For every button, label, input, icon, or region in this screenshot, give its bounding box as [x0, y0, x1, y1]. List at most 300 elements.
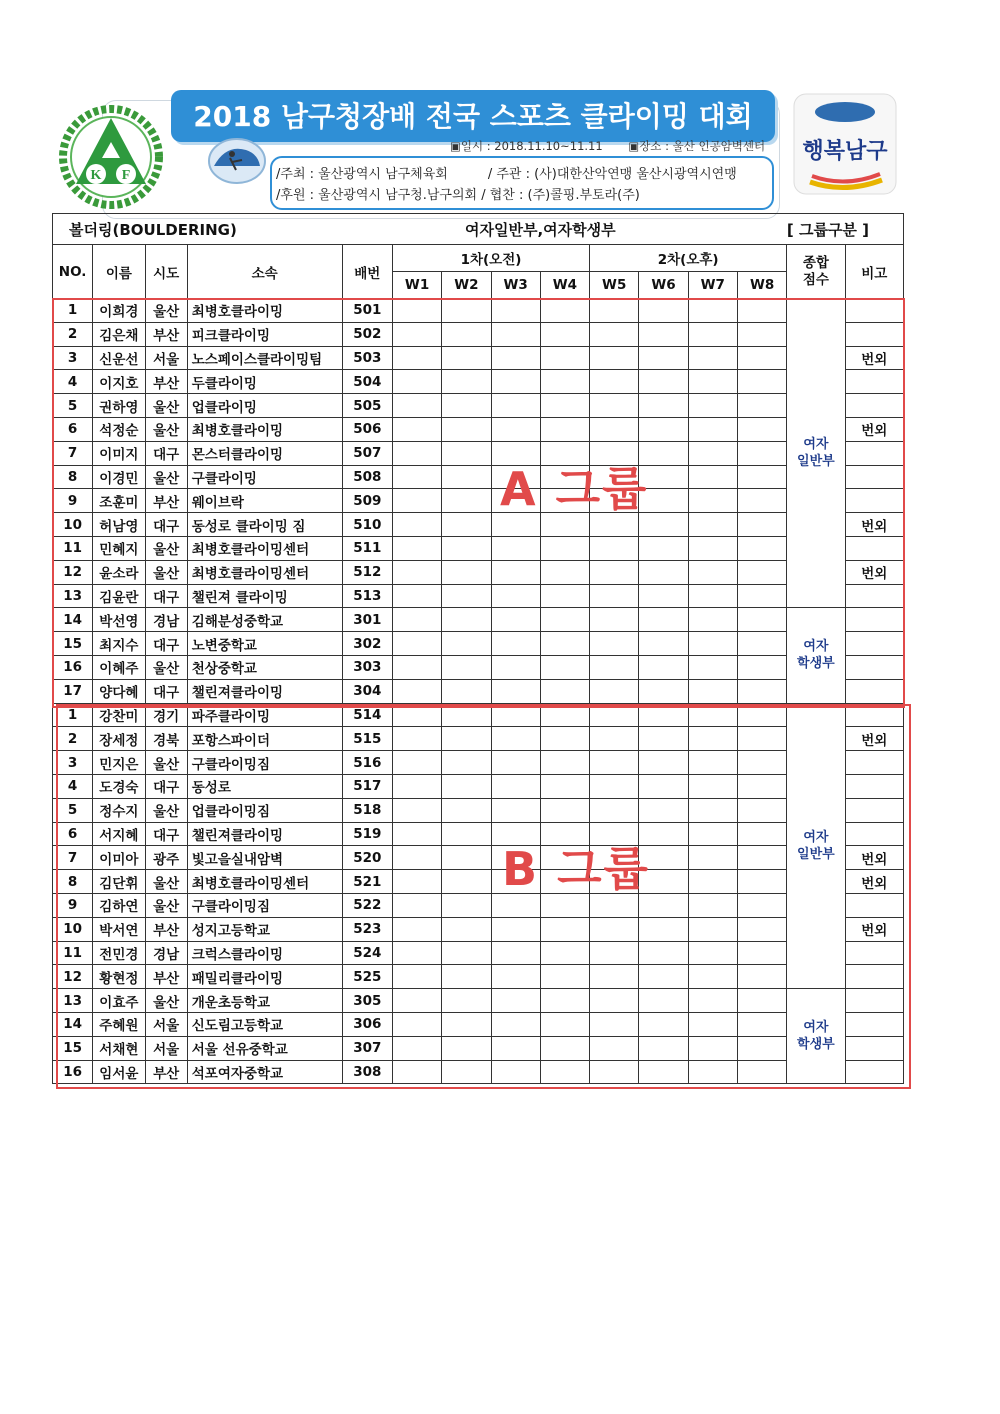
sponsor-text: /후원 : 울산광역시 남구청.남구의회 / 협찬 : (주)콜핑.부토라(주) [276, 188, 640, 203]
score-cell [491, 584, 540, 608]
row-name: 민지은 [93, 751, 145, 775]
score-cell [737, 632, 786, 656]
row-city: 울산 [145, 751, 187, 775]
table-row [53, 774, 904, 798]
row-bib: 508 [342, 465, 392, 489]
score-cell [688, 346, 737, 370]
row-city: 경북 [145, 727, 187, 751]
row-no: 8 [53, 465, 93, 489]
row-bib: 519 [342, 822, 392, 846]
score-cell [737, 822, 786, 846]
group-caption: [ 그룹구분 ] [688, 214, 903, 245]
score-cell [392, 822, 441, 846]
row-club: 빛고을실내암벽 [187, 846, 342, 870]
row-remark: 번외 [845, 346, 903, 370]
row-club: 신도림고등학교 [187, 1012, 342, 1036]
category-student: 여자 학생부 [787, 989, 845, 1084]
score-cell [688, 513, 737, 537]
col-total: 종합 점수 [787, 245, 845, 299]
score-cell [491, 370, 540, 394]
row-no: 4 [53, 774, 93, 798]
row-name: 김하연 [93, 893, 145, 917]
row-bib: 512 [342, 560, 392, 584]
row-bib: 307 [342, 1036, 392, 1060]
row-club: 웨이브락 [187, 489, 342, 513]
score-cell [590, 560, 639, 584]
organizer-text: / 주관 : (사)대한산악연맹 울산시광역시연맹 [487, 167, 737, 182]
score-cell [590, 965, 639, 989]
row-bib: 521 [342, 870, 392, 894]
row-remark [845, 989, 903, 1013]
score-cell [442, 798, 491, 822]
score-cell [392, 560, 441, 584]
score-cell [491, 346, 540, 370]
score-cell [639, 322, 688, 346]
table-row [53, 394, 904, 418]
row-club: 크럭스클라이밍 [187, 941, 342, 965]
row-name: 이미지 [93, 441, 145, 465]
table-row [53, 1036, 904, 1060]
score-cell [392, 322, 441, 346]
event-venue: ▣장소 : 울산 인공암벽센터 [628, 139, 766, 153]
score-cell [688, 1060, 737, 1084]
score-cell [442, 965, 491, 989]
score-cell [540, 632, 589, 656]
row-no: 15 [53, 1036, 93, 1060]
row-city: 경기 [145, 703, 187, 727]
row-bib: 516 [342, 751, 392, 775]
score-cell [688, 370, 737, 394]
row-remark: 번외 [845, 870, 903, 894]
score-cell [442, 822, 491, 846]
score-cell [639, 1036, 688, 1060]
row-club: 업클라이밍 [187, 394, 342, 418]
col-wall: W3 [491, 272, 540, 299]
score-cell [737, 299, 786, 323]
row-club: 패밀리클라이밍 [187, 965, 342, 989]
score-cell [688, 465, 737, 489]
score-cell [639, 346, 688, 370]
score-cell [540, 1036, 589, 1060]
row-club: 구클라이밍짐 [187, 893, 342, 917]
score-cell [737, 608, 786, 632]
col-round2: 2차(오후) [590, 245, 787, 272]
score-cell [590, 798, 639, 822]
score-cell [540, 322, 589, 346]
row-remark [845, 322, 903, 346]
score-cell [491, 751, 540, 775]
table-row [53, 1012, 904, 1036]
score-cell [442, 322, 491, 346]
score-cell [392, 513, 441, 537]
row-remark [845, 703, 903, 727]
score-cell [392, 346, 441, 370]
score-cell [639, 679, 688, 703]
score-cell [737, 370, 786, 394]
score-cell [639, 584, 688, 608]
score-cell [688, 679, 737, 703]
row-city: 서울 [145, 1012, 187, 1036]
row-club: 업클라이밍짐 [187, 798, 342, 822]
row-remark [845, 655, 903, 679]
score-cell [491, 941, 540, 965]
row-name: 이지호 [93, 370, 145, 394]
score-cell [688, 846, 737, 870]
row-city: 부산 [145, 489, 187, 513]
score-cell [688, 1012, 737, 1036]
score-cell [540, 798, 589, 822]
row-city: 울산 [145, 655, 187, 679]
score-cell [737, 965, 786, 989]
row-club: 노변중학교 [187, 632, 342, 656]
row-no: 16 [53, 655, 93, 679]
row-no: 8 [53, 870, 93, 894]
score-cell [688, 822, 737, 846]
score-cell [737, 655, 786, 679]
row-bib: 501 [342, 299, 392, 323]
info-box [270, 156, 774, 210]
row-club: 포항스파이더 [187, 727, 342, 751]
row-no: 5 [53, 798, 93, 822]
col-round1: 1차(오전) [392, 245, 589, 272]
score-cell [392, 798, 441, 822]
table-row [53, 608, 904, 632]
table-body [53, 299, 904, 1084]
row-club: 두클라이밍 [187, 370, 342, 394]
score-cell [392, 489, 441, 513]
score-cell [590, 299, 639, 323]
score-cell [392, 370, 441, 394]
row-no: 7 [53, 441, 93, 465]
score-cell [639, 560, 688, 584]
score-cell [639, 299, 688, 323]
score-cell [688, 394, 737, 418]
score-cell [491, 632, 540, 656]
row-remark [845, 489, 903, 513]
row-city: 부산 [145, 322, 187, 346]
row-name: 이희경 [93, 299, 145, 323]
table-row [53, 917, 904, 941]
score-cell [688, 536, 737, 560]
row-bib: 303 [342, 655, 392, 679]
score-cell [392, 417, 441, 441]
score-cell [392, 441, 441, 465]
score-cell [688, 1036, 737, 1060]
table-row [53, 322, 904, 346]
row-name: 박서연 [93, 917, 145, 941]
score-cell [737, 774, 786, 798]
row-remark [845, 632, 903, 656]
score-cell [737, 465, 786, 489]
score-cell [392, 774, 441, 798]
row-city: 대구 [145, 632, 187, 656]
row-city: 부산 [145, 370, 187, 394]
table-row [53, 465, 904, 489]
score-cell [590, 941, 639, 965]
score-cell [392, 989, 441, 1013]
score-cell [737, 417, 786, 441]
score-cell [442, 727, 491, 751]
row-city: 울산 [145, 893, 187, 917]
score-cell [639, 1012, 688, 1036]
row-club: 김해분성중학교 [187, 608, 342, 632]
row-bib: 520 [342, 846, 392, 870]
row-club: 구클라이밍 [187, 465, 342, 489]
score-cell [737, 536, 786, 560]
row-remark [845, 465, 903, 489]
score-cell [442, 703, 491, 727]
score-cell [392, 536, 441, 560]
row-city: 대구 [145, 441, 187, 465]
row-no: 4 [53, 370, 93, 394]
score-cell [639, 965, 688, 989]
table-row [53, 655, 904, 679]
score-cell [392, 893, 441, 917]
row-name: 김은채 [93, 322, 145, 346]
score-cell [442, 917, 491, 941]
row-name: 장세정 [93, 727, 145, 751]
row-city: 울산 [145, 560, 187, 584]
score-cell [491, 299, 540, 323]
score-cell [540, 679, 589, 703]
kf-logo [58, 104, 164, 210]
row-name: 신운선 [93, 346, 145, 370]
score-cell [491, 774, 540, 798]
score-cell [688, 917, 737, 941]
row-club: 동성로 [187, 774, 342, 798]
score-cell [737, 679, 786, 703]
score-cell [737, 941, 786, 965]
score-cell [590, 917, 639, 941]
score-cell [392, 965, 441, 989]
row-bib: 517 [342, 774, 392, 798]
row-name: 허남영 [93, 513, 145, 537]
score-cell [392, 941, 441, 965]
score-cell [442, 1012, 491, 1036]
row-club: 최병호클라이밍센터 [187, 870, 342, 894]
row-bib: 507 [342, 441, 392, 465]
row-name: 김윤란 [93, 584, 145, 608]
col-wall: W6 [639, 272, 688, 299]
score-cell [392, 917, 441, 941]
score-cell [392, 608, 441, 632]
score-cell [442, 536, 491, 560]
row-remark [845, 441, 903, 465]
row-remark [845, 1012, 903, 1036]
row-remark: 번외 [845, 846, 903, 870]
score-cell [688, 798, 737, 822]
score-cell [590, 346, 639, 370]
score-cell [491, 1060, 540, 1084]
col-club: 소속 [187, 245, 342, 299]
event-date: ▣일시 : 2018.11.10~11.11 [450, 139, 603, 153]
table-row [53, 822, 904, 846]
score-cell [688, 751, 737, 775]
score-cell [442, 632, 491, 656]
row-club: 최병호클라이밍 [187, 417, 342, 441]
row-city: 울산 [145, 394, 187, 418]
score-cell [491, 727, 540, 751]
score-cell [590, 655, 639, 679]
row-city: 대구 [145, 822, 187, 846]
row-remark [845, 941, 903, 965]
row-bib: 510 [342, 513, 392, 537]
row-city: 울산 [145, 870, 187, 894]
table-row [53, 489, 904, 513]
bouldering-table-wrapper [52, 213, 904, 1084]
row-no: 11 [53, 941, 93, 965]
score-cell [688, 608, 737, 632]
score-cell [442, 846, 491, 870]
table-row [53, 893, 904, 917]
score-cell [737, 989, 786, 1013]
score-cell [737, 394, 786, 418]
score-cell [540, 751, 589, 775]
col-name: 이름 [93, 245, 145, 299]
score-cell [639, 751, 688, 775]
row-name: 이미아 [93, 846, 145, 870]
row-remark [845, 893, 903, 917]
row-bib: 518 [342, 798, 392, 822]
score-cell [491, 798, 540, 822]
col-bib: 배번 [342, 245, 392, 299]
row-club: 구클라이밍짐 [187, 751, 342, 775]
score-cell [737, 751, 786, 775]
score-cell [392, 1012, 441, 1036]
row-club: 챌린져클라이밍 [187, 679, 342, 703]
score-cell [540, 394, 589, 418]
table-row [53, 751, 904, 775]
row-club: 피크클라이밍 [187, 322, 342, 346]
score-cell [540, 917, 589, 941]
row-name: 이경민 [93, 465, 145, 489]
score-cell [392, 870, 441, 894]
row-club: 천상중학교 [187, 655, 342, 679]
row-city: 울산 [145, 989, 187, 1013]
row-bib: 511 [342, 536, 392, 560]
row-bib: 525 [342, 965, 392, 989]
row-no: 11 [53, 536, 93, 560]
table-row [53, 1060, 904, 1084]
score-cell [590, 751, 639, 775]
row-bib: 513 [342, 584, 392, 608]
row-no: 12 [53, 965, 93, 989]
score-cell [639, 1060, 688, 1084]
score-cell [737, 322, 786, 346]
score-cell [491, 1012, 540, 1036]
score-cell [392, 679, 441, 703]
row-club: 서울 선유중학교 [187, 1036, 342, 1060]
score-cell [540, 417, 589, 441]
col-no: NO. [53, 245, 93, 299]
row-city: 경남 [145, 941, 187, 965]
score-cell [590, 322, 639, 346]
score-cell [639, 989, 688, 1013]
score-cell [491, 560, 540, 584]
score-cell [442, 465, 491, 489]
score-cell [442, 299, 491, 323]
row-club: 성지고등학교 [187, 917, 342, 941]
row-club: 개운초등학교 [187, 989, 342, 1013]
row-remark [845, 751, 903, 775]
row-no: 9 [53, 893, 93, 917]
row-bib: 514 [342, 703, 392, 727]
score-cell [590, 774, 639, 798]
row-city: 대구 [145, 584, 187, 608]
row-name: 도경숙 [93, 774, 145, 798]
table-row [53, 679, 904, 703]
score-cell [688, 727, 737, 751]
score-cell [590, 536, 639, 560]
score-cell [392, 655, 441, 679]
row-name: 황현정 [93, 965, 145, 989]
score-cell [737, 441, 786, 465]
score-cell [491, 417, 540, 441]
table-row [53, 703, 904, 727]
row-bib: 509 [342, 489, 392, 513]
row-remark [845, 679, 903, 703]
row-remark [845, 1036, 903, 1060]
row-bib: 305 [342, 989, 392, 1013]
table-title-row [53, 214, 904, 245]
row-name: 서지혜 [93, 822, 145, 846]
score-cell [540, 536, 589, 560]
row-bib: 502 [342, 322, 392, 346]
row-club: 몬스터클라이밍 [187, 441, 342, 465]
row-no: 17 [53, 679, 93, 703]
score-cell [737, 346, 786, 370]
score-cell [688, 560, 737, 584]
row-name: 김단휘 [93, 870, 145, 894]
haengbok-namgu-logo [790, 90, 900, 198]
score-cell [737, 513, 786, 537]
table-row [53, 584, 904, 608]
row-city: 울산 [145, 417, 187, 441]
score-cell [737, 560, 786, 584]
score-cell [491, 655, 540, 679]
row-name: 전민경 [93, 941, 145, 965]
category-general: 여자 일반부 [787, 299, 845, 608]
row-no: 13 [53, 584, 93, 608]
row-name: 주혜원 [93, 1012, 145, 1036]
score-cell [442, 560, 491, 584]
event-name: 볼더링(BOULDERING) [53, 214, 393, 245]
score-cell [590, 632, 639, 656]
row-no: 13 [53, 989, 93, 1013]
svg-text:K: K [90, 168, 102, 183]
table-row [53, 632, 904, 656]
score-cell [442, 441, 491, 465]
col-wall: W1 [392, 272, 441, 299]
score-cell [590, 417, 639, 441]
row-bib: 522 [342, 893, 392, 917]
col-city: 시도 [145, 245, 187, 299]
col-wall: W4 [540, 272, 589, 299]
score-cell [392, 751, 441, 775]
score-cell [737, 489, 786, 513]
row-city: 울산 [145, 299, 187, 323]
row-bib: 515 [342, 727, 392, 751]
row-city: 울산 [145, 536, 187, 560]
row-name: 서채현 [93, 1036, 145, 1060]
score-cell [590, 1036, 639, 1060]
row-bib: 504 [342, 370, 392, 394]
row-city: 대구 [145, 679, 187, 703]
score-cell [442, 1036, 491, 1060]
row-city: 대구 [145, 513, 187, 537]
row-no: 1 [53, 703, 93, 727]
row-bib: 301 [342, 608, 392, 632]
